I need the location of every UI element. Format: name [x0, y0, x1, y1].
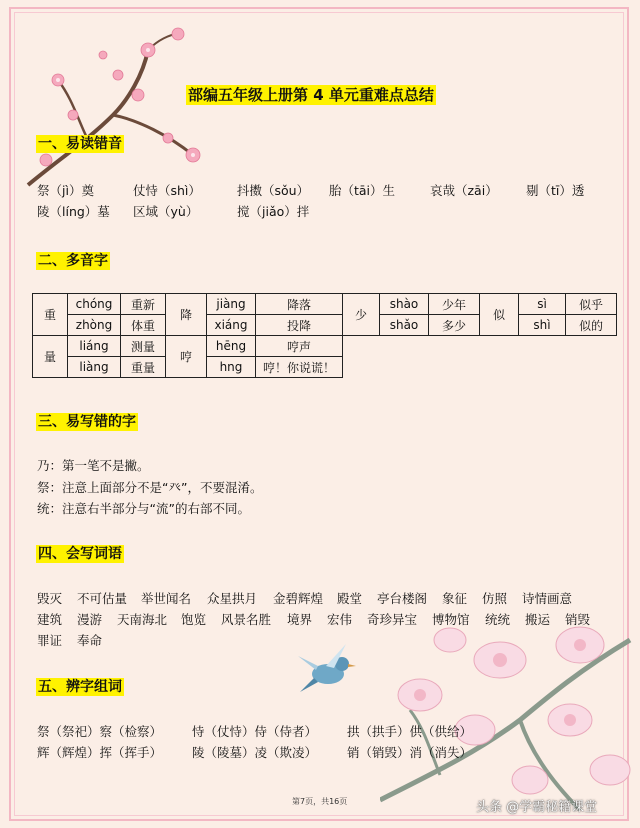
page-number: 第7页，共16页: [292, 797, 348, 806]
vocab-word: 奉命: [77, 633, 103, 648]
pronunciation-item: 仗恃（shì）: [133, 183, 201, 198]
vocab-word: 天南海北: [117, 612, 168, 627]
table-cell: 降落: [256, 294, 343, 315]
vocab-word: 仿照: [482, 591, 508, 606]
vocab-word: 举世闻名: [141, 591, 192, 606]
distinction-item: 陵（陵墓）凌（欺凌）: [192, 745, 318, 760]
table-cell: liàng: [68, 357, 121, 378]
table-cell: shào: [380, 294, 429, 315]
table-row: [33, 315, 617, 336]
table-cell: 量: [33, 336, 68, 378]
pronunciation-item: 剔（tī）透: [526, 183, 585, 198]
vocab-word: 饱览: [181, 612, 207, 627]
pronunciation-item: 哀哉（zāi）: [430, 183, 498, 198]
table-cell: shǎo: [380, 315, 429, 336]
table-row: [33, 294, 617, 315]
table-cell: sì: [519, 294, 566, 315]
table-cell: hēng: [207, 336, 256, 357]
table-cell: 投降: [256, 315, 343, 336]
vocab-word: 象征: [442, 591, 468, 606]
distinction-item: 拱（拱手）供（供给）: [347, 724, 473, 739]
table-cell: 重量: [121, 357, 166, 378]
vocab-word: 博物馆: [432, 612, 470, 627]
table-cell: 少: [343, 294, 380, 336]
distinction-item: 祭（祭祀）察（检察）: [37, 724, 163, 739]
note-line: 乃：第一笔不是撇。: [37, 458, 150, 473]
blue-bird-illustration: [296, 636, 366, 706]
vocab-word: 不可估量: [77, 591, 128, 606]
section-heading-vocabulary: 四、会写词语: [38, 546, 122, 562]
table-cell: zhòng: [68, 315, 121, 336]
vocab-word: 众星拱月: [207, 591, 258, 606]
table-cell: jiàng: [207, 294, 256, 315]
table-cell: 少年: [429, 294, 480, 315]
vocab-word: 亭台楼阁: [377, 591, 428, 606]
vocab-word: 金碧辉煌: [273, 591, 324, 606]
table-cell: 测量: [121, 336, 166, 357]
section-heading-polyphones: 二、多音字: [38, 253, 108, 269]
note-line: 祭：注意上面部分不是“癶”，不要混淆。: [37, 480, 263, 495]
vocab-word: 奇珍异宝: [367, 612, 418, 627]
vocab-word: 风景名胜: [221, 612, 272, 627]
magnolia-flowers-illustration: [380, 600, 635, 815]
pronunciation-item: 胎（tāi）生: [329, 183, 396, 198]
pronunciation-item: 陵（líng）墓: [37, 204, 110, 219]
table-cell: hng: [207, 357, 256, 378]
plum-blossom-branch-illustration: [18, 20, 218, 190]
table-cell: 重新: [121, 294, 166, 315]
polyphone-table: [32, 293, 617, 378]
table-cell: liáng: [68, 336, 121, 357]
table-cell: 降: [166, 294, 207, 336]
section-heading-character-distinction: 五、辨字组词: [38, 679, 122, 695]
vocab-word: 搬运: [525, 612, 551, 627]
table-cell: 哼: [166, 336, 207, 378]
table-row: [33, 357, 617, 378]
vocab-word: 诗情画意: [522, 591, 573, 606]
table-cell: xiáng: [207, 315, 256, 336]
vocab-word: 毁灭: [37, 591, 63, 606]
section-heading-common-mistakes: 三、易写错的字: [38, 414, 136, 430]
table-row: [33, 336, 617, 357]
vocab-word: 建筑: [37, 612, 63, 627]
pronunciation-item: 祭（jì）奠: [37, 183, 94, 198]
table-cell: chóng: [68, 294, 121, 315]
vocab-word: 殿堂: [337, 591, 363, 606]
table-cell: 哼声: [256, 336, 343, 357]
table-cell: 似: [480, 294, 519, 336]
vocab-word: 罪证: [37, 633, 63, 648]
table-cell: 体重: [121, 315, 166, 336]
table-cell: 似乎: [566, 294, 617, 315]
distinction-item: 恃（仗恃）侍（侍者）: [192, 724, 318, 739]
vocab-word: 统统: [485, 612, 511, 627]
pronunciation-item: 抖擞（sǒu）: [237, 183, 310, 198]
vocab-word: 漫游: [77, 612, 103, 627]
table-cell: 哼！你说谎！: [256, 357, 343, 378]
watermark: 头条 @学霸秘籍课堂: [476, 800, 598, 815]
section-heading-pronunciation: 一、易读错音: [38, 136, 122, 152]
table-cell: shì: [519, 315, 566, 336]
vocab-word: 销毁: [565, 612, 591, 627]
vocab-word: 境界: [287, 612, 313, 627]
table-cell: 重: [33, 294, 68, 336]
distinction-item: 辉（辉煌）挥（挥手）: [37, 745, 163, 760]
vocab-word: 宏伟: [327, 612, 353, 627]
table-cell: 多少: [429, 315, 480, 336]
table-cell: 似的: [566, 315, 617, 336]
note-line: 统：注意右半部分与“流”的右部不同。: [37, 501, 250, 516]
pronunciation-item: 搅（jiǎo）拌: [237, 204, 310, 219]
distinction-item: 销（销毁）消（消失）: [347, 745, 473, 760]
page-title: 部编五年级上册第 4 单元重难点总结: [188, 86, 434, 104]
pronunciation-item: 区域（yù）: [133, 204, 199, 219]
